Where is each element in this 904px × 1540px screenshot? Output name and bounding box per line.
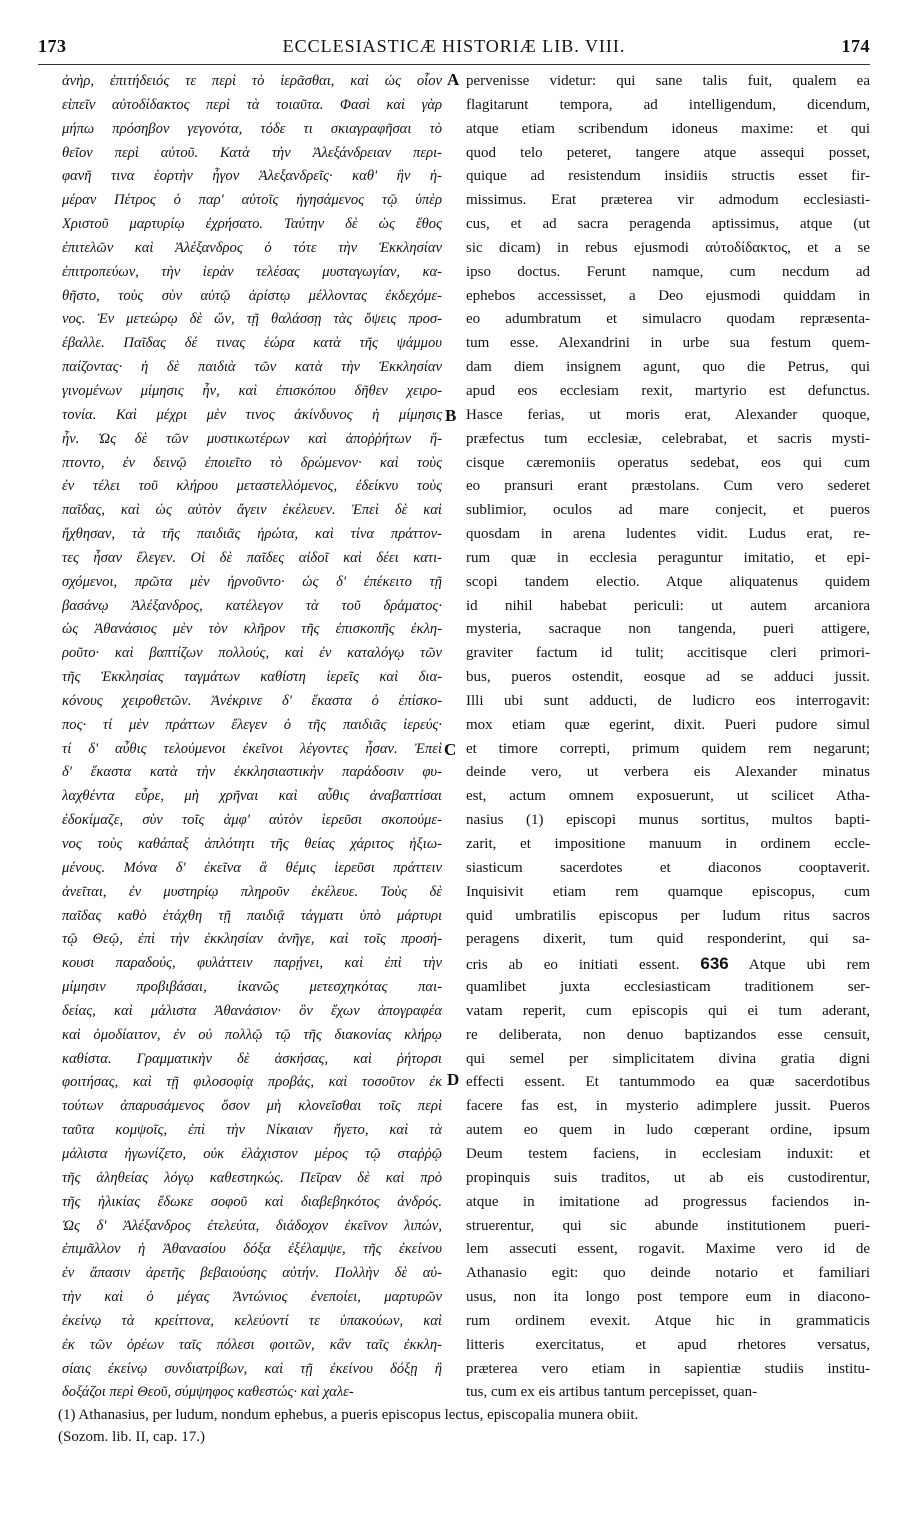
greek-line: τῷ Θεῷ, ἐπὶ τὴν ἐκκλησίαν ἀνῆγε, καὶ τοῖς προσή-: [62, 931, 442, 948]
greek-line: ἀνὴρ, ἐπιτήδειός τε περὶ τὸ ἱερᾶσθαι, καὶ ὡς οἷον: [62, 73, 442, 89]
header-rule: [38, 64, 870, 65]
latin-line: quamlibet juxta ecclesiasticam traditionem ser-: [466, 979, 870, 996]
latin-line: atque etiam scribendum idoneus maxime: et qui: [466, 120, 870, 137]
greek-line: εἰπεῖν αὐτοδίδακτος περὶ τὰ τοιαῦτα. Φασὶ καὶ γὰρ: [62, 96, 442, 113]
greek-line: παίζοντας· ἡ δὲ παιδιὰ τῶν κατὰ τὴν Ἐκκλησίαν: [62, 359, 442, 376]
footnote: [58, 1404, 870, 1448]
greek-line: μέραν Πέτρος ὁ παρ' αὐτοῖς ἡγησάμενος τῷ ὑπὲρ: [62, 192, 442, 209]
latin-line: re deliberata, non denuo baptizandos esse censuit,: [466, 1026, 870, 1043]
latin-line: dam diem insignem agunt, quo die Petrus, qui: [466, 359, 870, 376]
latin-line: qui semel per simplicitatem divina gratia digni: [466, 1050, 870, 1067]
running-header: [38, 36, 870, 66]
latin-line: quosdam in arena ludentes vidit. Ludus erat, re-: [466, 526, 870, 543]
greek-line: ροῦτο· καὶ βαπτίζων πολλούς, καὶ ἐν καταλόγῳ τῶν: [62, 645, 442, 662]
greek-line: τῆς ἀληθείας λόγῳ καθεστηκώς. Πεῖραν δὲ καὶ πρὸ: [62, 1169, 442, 1186]
latin-line: sublimior, oculos ad mare conjecit, et pueros: [466, 502, 870, 519]
greek-line: πος· τί μὲν πράττων ἔλεγεν ὁ τῆς παιδιᾶς ἱερεύς·: [62, 716, 442, 733]
latin-line: id nihil habebat periculi: ut autem arcaniora: [466, 597, 870, 614]
latin-line-text: cris ab eo initiati essent.: [466, 957, 680, 974]
latin-line: [466, 952, 870, 976]
latin-line: mysteria, sacraque non tangenda, pueri attigere,: [466, 621, 870, 638]
greek-column: [62, 70, 442, 1405]
greek-line: καθίστα. Γραμματικὴν δὲ ἀσκήσας, καὶ ῥήτορσι: [62, 1050, 442, 1067]
latin-line: nasius (1) episcopi munus sortitus, multos bapti-: [466, 812, 870, 829]
latin-line: struerentur, qui sic abunde institutionem pueri-: [466, 1217, 870, 1234]
greek-line: μίμησιν προβιβάσαι, ἱκανῶς μετεσχηκότας παι-: [62, 979, 442, 996]
greek-line: τί δ' αὖθις τελούμενοι ἐκεῖνοι λέγοντες ἦσαν. Ἐπεὶ: [62, 740, 442, 757]
greek-line: θεῖον περὶ αὐτοῦ. Κατὰ τὴν Ἀλεξάνδρειαν περι-: [62, 144, 442, 161]
latin-line: ipso doctus. Ferunt namque, cum necdum ad: [466, 263, 870, 280]
greek-line: ἀνεῖται, ἐν μυστηρίῳ πληροῦν ἐκέλευε. Τοὺς δὲ: [62, 883, 442, 900]
latin-line: deinde vero, ut verbera eis Alexander minatus: [466, 764, 870, 781]
latin-line: cus, et ad sacra peragenda aptissimus, atque (ut: [466, 216, 870, 233]
latin-line: flagitarunt tempora, ad intelligendum, dicendum,: [466, 96, 870, 113]
greek-line: τούτων ἀπαρυσάμενος ὅσον μὴ κλονεῖσθαι τοῖς περὶ: [62, 1098, 442, 1115]
latin-line: effecti essent. Et tantummodo ea quæ sacerdotibus: [466, 1074, 870, 1091]
greek-line: ἐκ τῶν ὀρέων ταῖς πόλεσι φοιτῶν, κἂν ταῖς ἐκκλη-: [62, 1336, 442, 1353]
latin-line: Athanasio egit: quo deinde notario et familiari: [466, 1265, 870, 1282]
greek-line: βασάνῳ Ἀλέξανδρος, κατέλεγον τὰ τοῦ δράματος·: [62, 597, 442, 614]
greek-line: ἐπιμᾶλλον ἡ Ἀθανασίου δόξα ἐξέλαμψε, τῆς ἐκείνου: [62, 1241, 442, 1258]
latin-line: mox etiam quæ egerint, dixit. Pueri pudore simul: [466, 716, 870, 733]
latin-line: eo pransuri erant præstolans. Cum vero sederet: [466, 478, 870, 495]
latin-line: vatam reperit, cum episcopis qui ei tum aderant,: [466, 1002, 870, 1019]
greek-line: τὴν καὶ ὁ μέγας Ἀντώνιος ἐνεποίει, μαρτυρῶν: [62, 1289, 442, 1306]
running-title: ECCLESIASTICÆ HISTORIÆ LIB. VIII.: [282, 36, 626, 56]
latin-line: tus, cum ex eis artibus tantum percepisset, quan-: [466, 1384, 758, 1401]
greek-line: ἐν ἅπασιν ἀρετῆς βεβαιούσης αὐτήν. Πολλὴν δὲ αὐ-: [62, 1265, 442, 1282]
greek-line: τονία. Καὶ μέχρι μὲν τινος ἀκίνδυνος ἡ μίμησις: [62, 406, 442, 423]
greek-line: τῆς Ἐκκλησίας ταγμάτων καθίστη ἱερεῖς καὶ δια-: [62, 669, 442, 686]
latin-line: Inquisivit etiam rem quamque episcopus, cum: [466, 883, 870, 900]
latin-line: cisque cæremoniis operatus sedebat, eos qui cum: [466, 454, 870, 471]
latin-line: Deum testem faciens, in ecclesiam induxit: et: [466, 1145, 870, 1162]
greek-line: σχόμενοι, πρῶτα μὲν ἠρνοῦντο· ὡς δ' ἐπέκειτο τῇ: [62, 573, 442, 590]
latin-line: autem eo quem in ludo cœperant ordine, ipsum: [466, 1122, 870, 1139]
latin-line: graviter factum id tulit; accitisque cleri primori-: [466, 645, 870, 662]
latin-line: quid umbratilis episcopus per ludum ritus sacros: [466, 907, 870, 924]
greek-line: μάλιστα ἠγωνίζετο, οὐκ ἐλάχιστον μέρος τῷ σταῤῥῷ: [62, 1145, 442, 1162]
latin-line: atque in imitatione ad progressus faciendos in-: [466, 1193, 870, 1210]
latin-line: lem assecuti essent, rogavit. Maxime vero id de: [466, 1241, 870, 1258]
greek-line: παῖδας καθὸ ἐτάχθη τῇ παιδιᾷ τάγματι ὑπὸ μάρτυρι: [62, 907, 442, 924]
greek-line: μένους. Μόνα δ' ἐκεῖνα ἃ θέμις ἱερεῦσι πράττειν: [62, 859, 442, 876]
latin-line: propinquis suis traditos, ut ab eis custodirentur,: [466, 1169, 870, 1186]
latin-line-continuation: Atque ubi rem: [748, 957, 870, 974]
latin-line: rum quæ in ecclesia peraguntur imitatio, et epi-: [466, 549, 870, 566]
latin-line: quique ad resistendum insidiis structis esset fir-: [466, 168, 870, 185]
greek-line: πτοντο, ἐν δεινῷ ἐποιεῖτο τὸ δρώμενον· καὶ τοὺς: [62, 454, 442, 471]
latin-line: litteris exercitatus, et apud rhetores versatus,: [466, 1336, 870, 1353]
greek-line: δ' ἕκαστα κατὰ τὴν ἐκκλησιαστικὴν παράδοσιν φυ-: [62, 764, 442, 781]
latin-line: Hasce ferias, ut moris erat, Alexander quoque,: [466, 406, 870, 423]
footnote-line-2: (Sozom. lib. II, cap. 17.): [58, 1429, 206, 1445]
greek-line: ἐπιτροπεύων, τὴν ἱερὰν τελέσας μυσταγωγίαν, κα-: [62, 263, 442, 280]
latin-line: peragens dixerit, tum quid responderint, qui sa-: [466, 931, 870, 948]
greek-line: γινομένων μίμησις ἦν, καὶ ἐπισκόπου δῆθεν χειρο-: [62, 382, 442, 399]
greek-line: δείας, καὶ μάλιστα Ἀθανάσιον· ὃν ἔχων ἀπογραφέα: [62, 1002, 442, 1019]
latin-line: Illi ubi sunt adducti, de ludicro eos interrogavit:: [466, 692, 870, 709]
greek-line: ταῦτα κομψοῖς, ἐπὶ τὴν Νίκαιαν ἤγετο, καὶ τὰ: [62, 1122, 442, 1139]
latin-line: sic dicam) in rebus ejusmodi αὐτοδίδακτος, et a se: [466, 239, 870, 256]
latin-line: rum ordinem evexit. Atque hic in grammaticis: [466, 1312, 870, 1329]
latin-line: usus, non ita longo post tempore eum in diacono-: [466, 1289, 870, 1306]
greek-line: ὡς Ἀθανάσιος μὲν τὸν κλῆρον τῆς ἐπισκοπῆς ἐκλη-: [62, 621, 442, 638]
greek-line: καὶ ὁμοδίαιτον, ἐν οὐ πολλῷ τῷ τῆς διακονίας κλήρῳ: [62, 1026, 442, 1043]
greek-line: έβαλλε. Παῖδας δέ τινας ἑώρα κατὰ τῆς ψάμμου: [62, 335, 442, 352]
footnote-line-1: (1) Athanasius, per ludum, nondum ephebus, a pueris episcopus lectus, episcopalia munera obiit.: [58, 1407, 639, 1423]
greek-line: Ὡς δ' Ἀλέξανδρος ἐτελεύτα, διάδοχον ἐκεῖνον λιπών,: [62, 1217, 442, 1234]
latin-column: [466, 70, 870, 1405]
margin-letter-a: A: [447, 70, 460, 89]
latin-line: siasticum sacerdotes et diaconos cooptaverit.: [466, 859, 870, 876]
latin-line: præfectus tum ecclesiæ, celebrabat, et sacris mysti-: [466, 430, 870, 447]
greek-line: φανῆ τινα ἑορτὴν ἦγον Ἀλεξανδρεῖς· καθ' ἣν ἡ-: [62, 168, 442, 185]
latin-line: præterea vero etiam in sapientiæ studiis institu-: [466, 1360, 870, 1377]
column-number-marker: 636: [700, 954, 729, 974]
greek-line: λαχθέντα εὗρε, μὴ χρῆναι καὶ αὖθις ἀναβαπτίσαι: [62, 788, 442, 805]
latin-line: scopi tandem electio. Atque aliquatenus quidem: [466, 573, 870, 590]
greek-line: κόνους χειροθετῶν. Ἀνέκρινε δ' ἕκαστα ὁ ἐπίσκο-: [62, 692, 442, 709]
greek-line: ἤχθησαν, τὰ τῆς παιδιᾶς ἠρώτα, καὶ τίνα πράττον-: [62, 526, 442, 543]
greek-line: σίαις ἐκείνῳ συνδιατρίβων, καὶ τῇ ἐκείνου δόξῃ ἢ: [62, 1360, 442, 1377]
latin-line: facere fas est, in mysterio adimplere jussit. Pueros: [466, 1098, 870, 1115]
greek-line: ἦν. Ὡς δὲ τῶν μυστικωτέρων καὶ ἀποῤῥήτων ἥ-: [62, 430, 442, 447]
greek-line: θῆστο, τοὺς σὺν αὐτῷ ἀρίστῳ μέλλοντας ἐκδεχόμε-: [62, 287, 442, 304]
greek-line: φοιτήσας, καὶ τῇ φιλοσοφίᾳ προβάς, καὶ τοσοῦτον ἐκ: [62, 1074, 442, 1091]
greek-line: ἐδοκίμαζε, σὺν τοῖς ἀμφ' αὐτὸν ἱερεῦσι σκοπούμε-: [62, 812, 442, 829]
greek-line: κουσι παραδούς, φυλάττειν παρῄνει, καὶ ἐπὶ τὴν: [62, 955, 442, 972]
greek-line: νος τοὺς καθάπαξ ἁπλότητι τῆς θείας χάριτος ἠξιω-: [62, 836, 442, 852]
latin-line: pervenisse videtur: qui sane talis fuit, qualem ea: [466, 73, 870, 89]
greek-line: ἐν τέλει τοῦ κλήρου μεταστελλόμενος, ἐδείκνυ τοὺς: [62, 478, 442, 495]
greek-line: νος. Ἐν μετεώρῳ δὲ ὤν, τῇ θαλάσσῃ τὰς ὄψεις προσ-: [62, 311, 442, 328]
latin-line: apud eos ecclesiam rexit, martyrio est defunctus.: [466, 382, 870, 399]
greek-line: ἐπιτελῶν καὶ Ἀλέξανδρος ὁ τότε τὴν Ἐκκλησίαν: [62, 239, 442, 256]
greek-line: τες ἦσαν ἔλεγεν. Οἱ δὲ παῖδες αἰδοῖ καὶ δέει κατι-: [62, 549, 442, 566]
latin-line: ephebos accessisset, a Deo ejusmodi quiddam in: [466, 287, 870, 304]
latin-line: bus, pueros ostendit, eosque ad se adduci jussit.: [466, 669, 870, 686]
margin-letter-d: D: [447, 1070, 460, 1089]
greek-line: τῆς ἡλικίας ἔδωκε σοφοῦ καὶ διαβεβηκότος ἀνδρός.: [62, 1193, 442, 1210]
greek-line: ἐκείνῳ τὰ κρείττονα, κελεύοντί τε ὑπακούων, καὶ: [62, 1312, 442, 1329]
latin-line: zarit, et impositione manuum in ordinem eccle-: [466, 836, 870, 852]
greek-line: παῖδας, καὶ ὡς αὐτὸν ἄγειν ἐκέλευεν. Ἐπεὶ δὲ καὶ: [62, 502, 442, 519]
margin-letter-c: C: [444, 740, 457, 759]
latin-line: est, actum omnem exposuerunt, ut scilicet Atha-: [466, 788, 870, 805]
page-number-right: 174: [841, 36, 870, 56]
latin-line: tum esse. Alexandrini in urbe sua festum quem-: [466, 335, 870, 352]
latin-line: et timore correpti, primum quidem rem negarunt;: [466, 740, 870, 757]
greek-line: Χριστοῦ μαρτυρίῳ ἐχρήσατο. Ταύτην δὲ ὡς ἔθος: [62, 216, 442, 233]
greek-line: μήπω πρόσηβον γεγονότα, τόδε τι σκιαγραφῆσαι τὸ: [62, 120, 442, 137]
page-number-left: 173: [38, 36, 67, 56]
margin-letter-b: B: [445, 406, 457, 425]
greek-line: δοξάζοι περὶ Θεοῦ, σύμψηφος καθεστώς· καὶ χαλε-: [62, 1384, 354, 1401]
latin-line: quod telo peteret, tangere atque assequi posset,: [466, 144, 870, 161]
latin-line: eo adumbratum et simulacro quodam repræsenta-: [466, 311, 870, 328]
latin-line: missimus. Erat præterea vir admodum ecclesiasti-: [466, 192, 870, 209]
